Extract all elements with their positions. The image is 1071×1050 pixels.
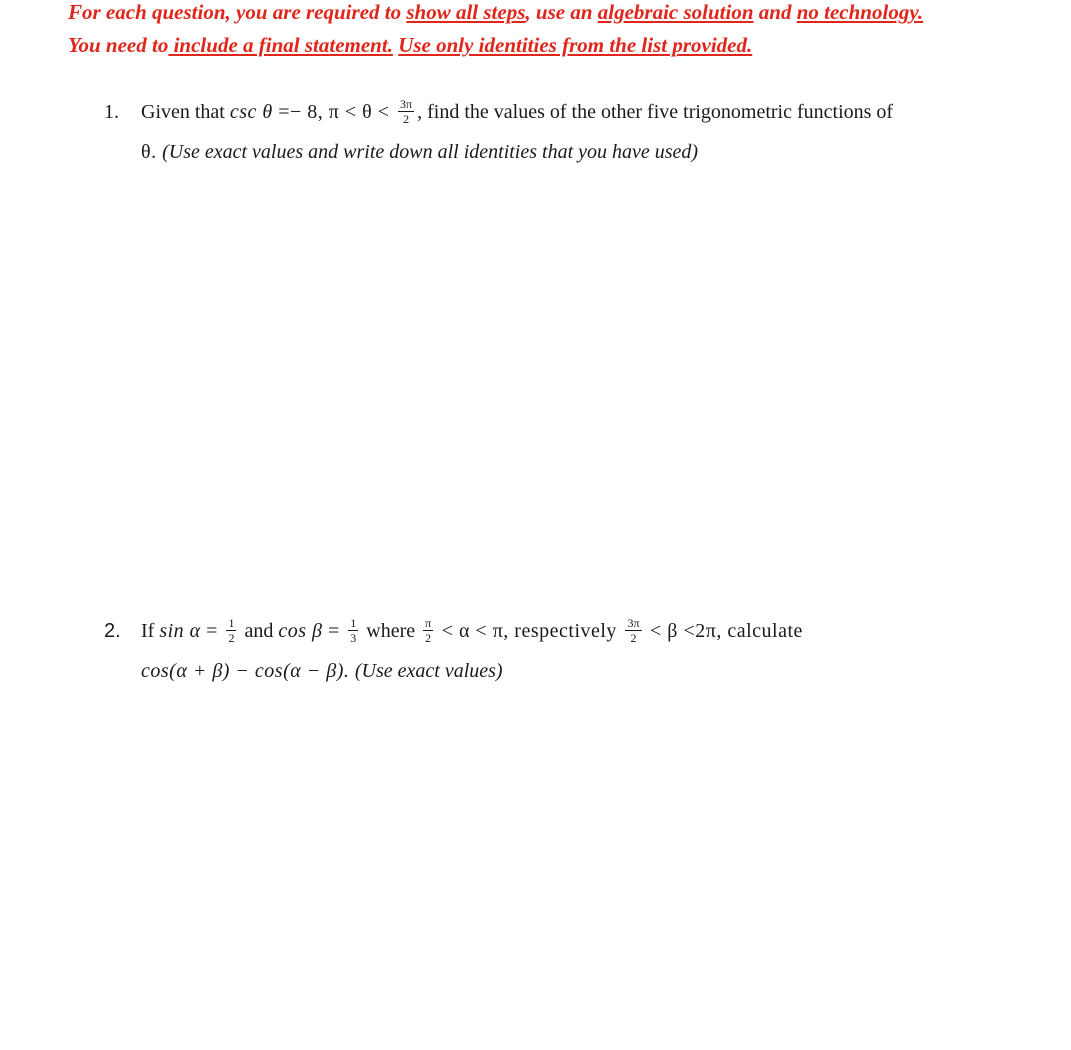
fraction-1-over-2: $\frac{1}{2}$	[228, 615, 235, 645]
emphasis-identities-list: Use only identities from the list provided	[398, 33, 748, 57]
fraction-3pi-over-2: $\frac{3\pi}{2}$	[627, 615, 640, 645]
question-number: 1.	[104, 101, 119, 123]
instruction-note: (Use exact values)	[354, 660, 503, 682]
csc-theta: csc θ	[229, 101, 273, 123]
emphasis-show-all-steps: show all steps	[406, 0, 526, 24]
question-number: 2.	[104, 620, 121, 642]
question-1-line-1: 1. Given that csc θ =− 8, π < θ < $\frac{3\pi}{2}$ , find the values of the other five trigonometric functions of	[104, 92, 893, 132]
instructions-line-2: You need to include a final statement. Use only identities from the list provided.	[68, 33, 753, 57]
emphasis-no-technology: no technology	[796, 0, 918, 24]
question-1	[104, 92, 893, 172]
instructions-line-1: For each question, you are required to show all steps, use an algebraic solution and no technology.	[68, 0, 924, 24]
question-1-line-2: θ. (Use exact values and write down all identities that you have used)	[141, 141, 699, 163]
instructions-block	[68, 0, 1068, 62]
cos-expression: cos(α + β) − cos(α − β).	[141, 660, 355, 682]
emphasis-algebraic-solution: algebraic solution	[597, 0, 754, 24]
emphasis-final-statement: include a final statement	[168, 33, 388, 57]
fraction-3pi-over-2: $\frac{3\pi}{2}$	[400, 96, 413, 126]
question-2	[104, 611, 803, 691]
question-2-line-2	[104, 651, 803, 691]
instruction-note: (Use exact values and write down all identities that you have used)	[162, 141, 699, 163]
cos-beta: cos β	[278, 620, 323, 642]
fraction-1-over-3: $\frac{1}{3}$	[350, 615, 357, 645]
sin-alpha: sin α	[159, 620, 201, 642]
question-2-line-1: 2. If sin α = $\frac{1}{2}$ and cos β = $\frac{1}{3}$ where $\frac{\pi}{2}$ < α < π, respectively $\frac{3\pi}{2}$ < β <2π, calculate	[104, 611, 803, 651]
fraction-pi-over-2: $\frac{\pi}{2}$	[425, 615, 432, 645]
